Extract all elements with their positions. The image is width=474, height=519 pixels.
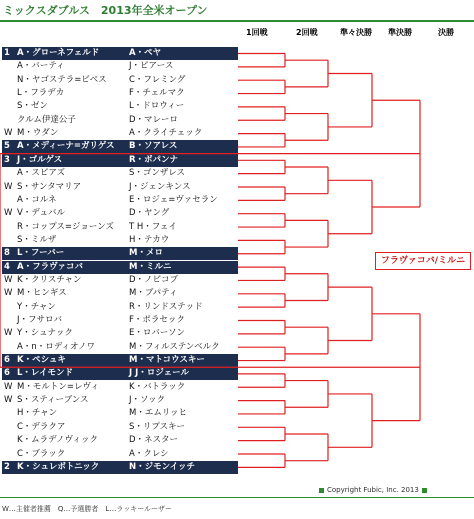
player-one: V・デュバル — [17, 208, 66, 219]
player-one: A・グローネフェルド — [17, 48, 100, 58]
player-one: L・フラデカ — [17, 88, 65, 99]
player-one: S・ゼン — [17, 101, 48, 112]
entry-tag: 3 — [4, 154, 10, 165]
player-two: M・フィルステンベルク — [129, 341, 220, 352]
player-two: S・リプスキー — [129, 421, 186, 432]
player-two: J・ジェンキンス — [129, 181, 191, 192]
player-one: M・ヒンギス — [17, 288, 67, 299]
player-one: R・コップス=ジョーンズ — [17, 221, 114, 232]
player-one: J・フサロバ — [17, 315, 63, 325]
player-two: E・ロバーソン — [129, 328, 186, 339]
player-two: K・バトラック — [129, 381, 186, 392]
player-one: J・ゴルゲス — [17, 154, 63, 165]
player-one: K・ペシュキ — [17, 355, 66, 366]
player-two: M・ミルニ — [129, 261, 172, 272]
entry-tag: W — [4, 381, 13, 392]
copyright-marker-left — [319, 488, 324, 493]
player-two: R・リンドステッド — [129, 301, 203, 312]
player-two: J・ピアース — [129, 61, 174, 72]
player-two: M・エムリッヒ — [129, 408, 187, 419]
player-two: E・ロジェ=ヴァセラン — [129, 194, 218, 205]
player-one: K・クリスチャン — [17, 274, 82, 285]
player-one: K・ムラデノヴィック — [17, 435, 98, 446]
round-header-1: 1回戦 — [246, 28, 268, 37]
copyright-text: Copyright Fubic, Inc. 2013 — [327, 486, 419, 494]
player-two: B・ソアレス — [129, 141, 178, 152]
player-one: A・スピアズ — [17, 168, 65, 179]
player-two: M・ブパティ — [129, 288, 178, 299]
player-one: C・ブラック — [17, 448, 66, 459]
entry-tag: 5 — [4, 141, 10, 152]
champion-box: フラヴァコバ/ミルニ — [375, 252, 471, 270]
entry-tag: 8 — [4, 248, 10, 259]
player-one: L・フーバー — [17, 248, 65, 259]
player-one: A・n・ロディオノワ — [17, 341, 96, 352]
player-two: F・チェルマク — [129, 88, 185, 99]
player-two: J・ソック — [129, 395, 166, 406]
player-two: R・ボパンナ — [129, 154, 179, 165]
player-one: Y・チャン — [17, 301, 56, 312]
player-two: N・ジモンイッチ — [129, 461, 196, 472]
entry-tag: 4 — [4, 261, 10, 272]
player-one: Y・シュナック — [17, 328, 73, 339]
entry-tag: 6 — [4, 368, 10, 379]
player-two: D・ノビコブ — [129, 274, 179, 285]
entry-tag: W — [4, 181, 13, 192]
player-one: S・ミルザ — [17, 234, 57, 245]
player-two: J J・ロジェール — [129, 368, 189, 379]
player-one: S・サンタマリア — [17, 181, 82, 192]
player-two: M・メロ — [129, 248, 163, 259]
player-two: H・テカウ — [129, 234, 170, 245]
player-one: K・シュレボトニック — [17, 461, 100, 472]
player-two: C・フレミング — [129, 74, 186, 85]
player-one: H・チャン — [17, 408, 58, 419]
player-one: S・スティーブンス — [17, 395, 89, 406]
player-two: M・マトコウスキー — [129, 355, 205, 366]
player-one: クルム伊達公子 — [17, 114, 76, 125]
player-one: A・フラヴァコバ — [17, 261, 83, 272]
entry-tag: W — [4, 328, 13, 339]
player-two: A・ペヤ — [129, 48, 162, 58]
copyright-marker-right — [422, 488, 427, 493]
player-two: D・ヤング — [129, 208, 170, 219]
player-one: C・デラクア — [17, 421, 66, 432]
round-header-3: 準々決勝 — [340, 28, 372, 37]
entry-tag: W — [4, 274, 13, 285]
entry-tag: 2 — [4, 461, 10, 472]
player-one: A・コルネ — [17, 194, 57, 205]
entry-tag: W — [4, 395, 13, 406]
entry-tag: 1 — [4, 48, 10, 58]
round-header-2: 2回戦 — [296, 28, 318, 37]
entry-tag: W — [4, 128, 13, 139]
player-two: D・マレーロ — [129, 114, 179, 125]
player-one: A・バーティ — [17, 61, 65, 72]
player-one: M・モルトン=レヴィ — [17, 381, 99, 392]
round-header-4: 準決勝 — [388, 28, 412, 37]
player-two: T H・フェイ — [129, 221, 177, 232]
entry-tag: 6 — [4, 355, 10, 366]
page-title: ミックスダブルス 2013年全米オープン — [3, 4, 208, 17]
player-two: S・ゴンザレス — [129, 168, 185, 179]
player-two: D・ネスター — [129, 435, 179, 446]
entry-legend: W…主催者推薦 Q…予選勝者 L…ラッキールーザー — [2, 505, 173, 513]
player-one: A・メディーナ=ガリゲス — [17, 141, 115, 152]
player-one: N・ヤゴステラ=ビベス — [17, 74, 107, 85]
entry-tag: W — [4, 208, 13, 219]
entry-tag: W — [4, 288, 13, 299]
player-two: L・ドロウィー — [129, 101, 185, 112]
player-two: A・クライチェック — [129, 128, 203, 139]
copyright-line — [316, 486, 430, 494]
player-two: F・ポラセック — [129, 315, 185, 325]
player-one: L・レイモンド — [17, 368, 73, 379]
player-one: M・ウダン — [17, 128, 59, 139]
footer-divider — [0, 497, 474, 498]
round-header-5: 決勝 — [438, 28, 454, 37]
player-two: A・クレシ — [129, 448, 169, 459]
